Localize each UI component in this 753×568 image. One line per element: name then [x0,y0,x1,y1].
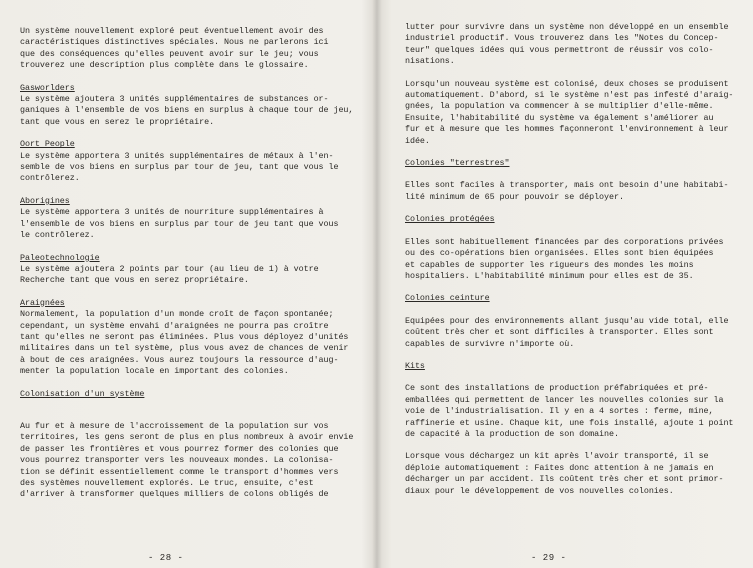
section-colonies-protegees: Colonies protégées Elles sont habituellement financées par des corporations privées ou des co-opérations bien organisées. Elles sont bien équipées et capables de supporter les rigueurs des mondes les moins hospitaliers. L'habitabilité minimum pour elles est de 35. [405,214,724,281]
section-colonisation: Colonisation d'un système Au fur et à mesure de l'accroissement de la population sur vos territoires, les gens seront de plus en plus nombreux à avoir envie de passer les frontières et vous pourrez former des colonies que vous pourrez transporter vers les nouveaux mondes. La colonisa- tion se définit essentiellement comme le transport d'hommes vers des systèmes nouvellement explorés. Le truc, ensuite, c'est d'arriver à transformer quelques milliers de colons obligés de [20,388,354,500]
book-gutter [372,0,382,568]
section-paleotechnologie: Paleotechnologie Le système ajoutera 2 points par tour (au lieu de 1) à votre Recherche tant que vous en serez propriétaire. [20,252,319,286]
right-page [405,0,735,568]
section-aborigines: Aborigines Le système apportera 3 unités de nourriture supplémentaires à l'ensemble de vos biens en surplus par tour de jeu tant que vous le contrôlerez. [20,195,339,241]
page-number: - 29 - [531,553,567,563]
right-page-content [405,22,735,497]
section-heading: Colonies "terrestres" [405,158,510,169]
left-page [20,0,360,568]
section-heading: Araignées [20,297,65,308]
section-heading: Colonies protégées [405,214,495,225]
section-heading: Colonisation d'un système [20,388,145,399]
section-heading: Gasworlders [20,82,75,93]
right-intro-paragraph: lutter pour survivre dans un système non développé en un ensemble industriel productif. Vous trouverez dans les "Notes du Concep- teur" quelques idées qui vous permettront de réussir vos colo- nisations. [405,22,729,67]
section-colonies-ceinture: Colonies ceinture Equipées pour des environnements allant jusqu'au vide total, elle coûtent très cher et sont difficiles à transporter. Elles sont capables de survivre n'importe où. [405,293,729,349]
section-gasworlders: Gasworlders Le système ajoutera 3 unités supplémentaires de substances or- ganiques à l'ensemble de vos biens en surplus à chaque tour de jeu, tant que vous en serez le propriétaire. [20,82,354,127]
right-closing-paragraph: Lorsque vous déchargez un kit après l'avoir transporté, il se déploie automatiquement : Faites donc attention à ne jamais en décharger un par accident. Ils coûtent très cher et sont primor- diaux pour le développement de vos nouvelles colonies. [405,451,724,496]
section-heading: Colonies ceinture [405,293,490,304]
left-intro-paragraph: Un système nouvellement exploré peut éventuellement avoir des caractéristiques distinctives spéciales. Nous ne parlerons ici que des conséquences qu'elles peuvent avoir sur le jeu; vous trouverez une description plus complète dans le glossaire. [20,26,329,71]
section-kits: Kits Ce sont des installations de production préfabriquées et pré- emballées qui permettent de lancer les nouvelles colonies sur la voie de l'industrialisation. Il y en a 4 sortes : ferme, mine, raffinerie et usine. Chaque kit, une fois installé, ajoute 1 point de capacité à la production de son domaine. [405,360,734,439]
section-araignees: Araignées Normalement, la population d'un monde croît de façon spontanée; cependant, un système envahi d'araignées ne pourra pas croître tant qu'elles ne seront pas éliminées. Plus vous déployez d'unités militaires dans un tel système, plus vous avez de chances de venir à bout de ces araignées. Vous aurez toujours la ressource d'aug- menter la population locale en important des colonies. [20,297,349,377]
section-oort-people: Oort People Le système apportera 3 unités supplémentaires de métaux à l'en- semble de vos biens en surplus par tour de jeu, tant que vous le contrôlerez. [20,139,339,184]
section-heading: Paleotechnologie [20,252,100,263]
left-page-content [20,26,360,501]
section-heading: Oort People [20,139,75,150]
page-number: - 28 - [148,553,184,563]
section-colonies-terrestres: Colonies "terrestres" Elles sont faciles à transporter, mais ont besoin d'une habitabi- lité minimum de 65 pour pouvoir se déployer. [405,158,729,202]
right-paragraph-2: Lorsqu'un nouveau système est colonisé, deux choses se produisent automatiquement. D'abord, si le système n'est pas infesté d'araig- gnées, la population va commencer à se multiplier d'elle-même. Ensuite, l'habitabilité du système va également s'améliorer au fur et à mesure que les hommes façonneront l'environnement à leur idée. [405,78,734,146]
section-heading: Kits [405,360,425,371]
section-heading: Aborigines [20,195,70,206]
